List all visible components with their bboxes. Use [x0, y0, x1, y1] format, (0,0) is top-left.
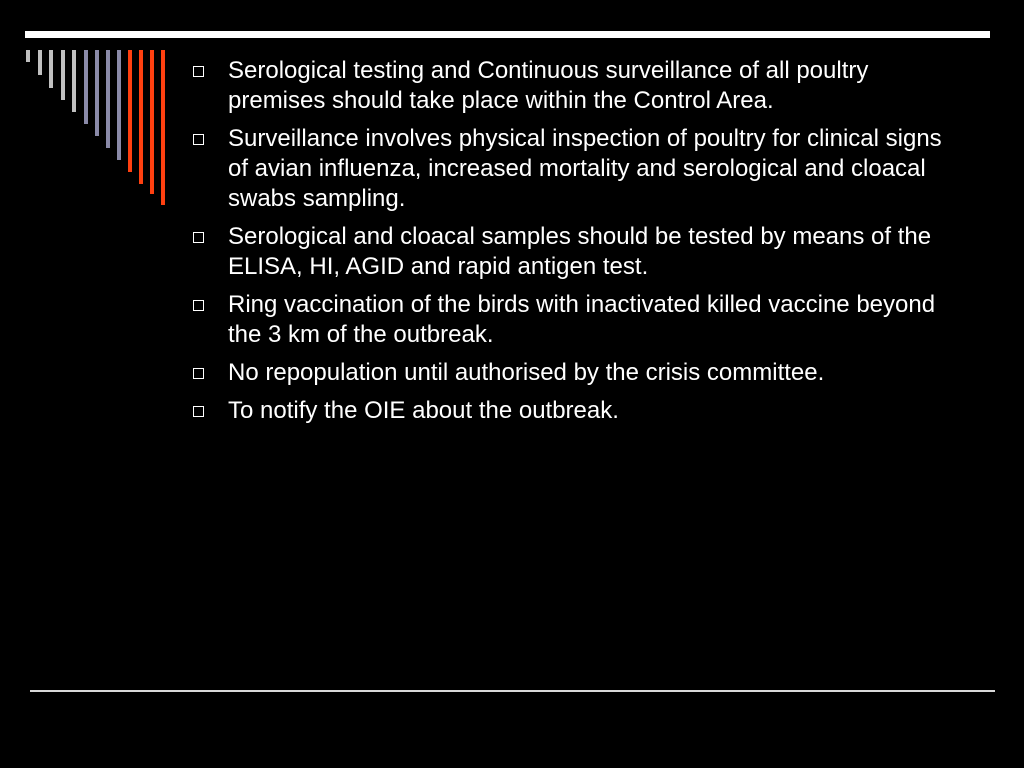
- bullet-text: Serological and cloacal samples should be tested by means of the ELISA, HI, AGID and rapid antigen test.: [228, 223, 932, 280]
- stripe: [26, 50, 30, 62]
- stripe: [38, 50, 42, 75]
- bullet-item: [190, 396, 960, 426]
- stripe: [139, 50, 143, 184]
- hollow-square-icon: [193, 300, 204, 311]
- bullet-item: [190, 222, 960, 282]
- hollow-square-icon: [193, 66, 204, 77]
- stripe: [61, 50, 65, 100]
- stripe: [84, 50, 88, 124]
- bullet-item: [190, 56, 960, 116]
- stripe: [95, 50, 99, 136]
- bullet-item: [190, 124, 960, 214]
- bullet-text: Surveillance involves physical inspection of poultry for clinical signs of avian influenza, increased mortality and serological and cloacal swabs sampling.: [228, 125, 942, 212]
- bullet-item: [190, 290, 960, 350]
- bottom-rule: [30, 690, 995, 692]
- bullet-text: To notify the OIE about the outbreak.: [228, 397, 619, 424]
- hollow-square-icon: [193, 232, 204, 243]
- hollow-square-icon: [193, 134, 204, 145]
- bullet-item: [190, 358, 960, 388]
- hollow-square-icon: [193, 368, 204, 379]
- stripe: [72, 50, 76, 112]
- hollow-square-icon: [193, 406, 204, 417]
- stripe: [150, 50, 154, 194]
- bullet-list: [190, 56, 960, 434]
- bullet-text: Ring vaccination of the birds with inactivated killed vaccine beyond the 3 km of the outbreak.: [228, 291, 936, 348]
- stripe: [161, 50, 165, 205]
- stripe: [106, 50, 110, 148]
- bullet-text: Serological testing and Continuous surveillance of all poultry premises should take place within the Control Area.: [228, 57, 869, 114]
- stripe: [128, 50, 132, 172]
- stripe: [49, 50, 53, 88]
- stripe: [117, 50, 121, 160]
- bullet-text: No repopulation until authorised by the crisis committee.: [228, 359, 825, 386]
- decorative-stripes: [0, 0, 180, 220]
